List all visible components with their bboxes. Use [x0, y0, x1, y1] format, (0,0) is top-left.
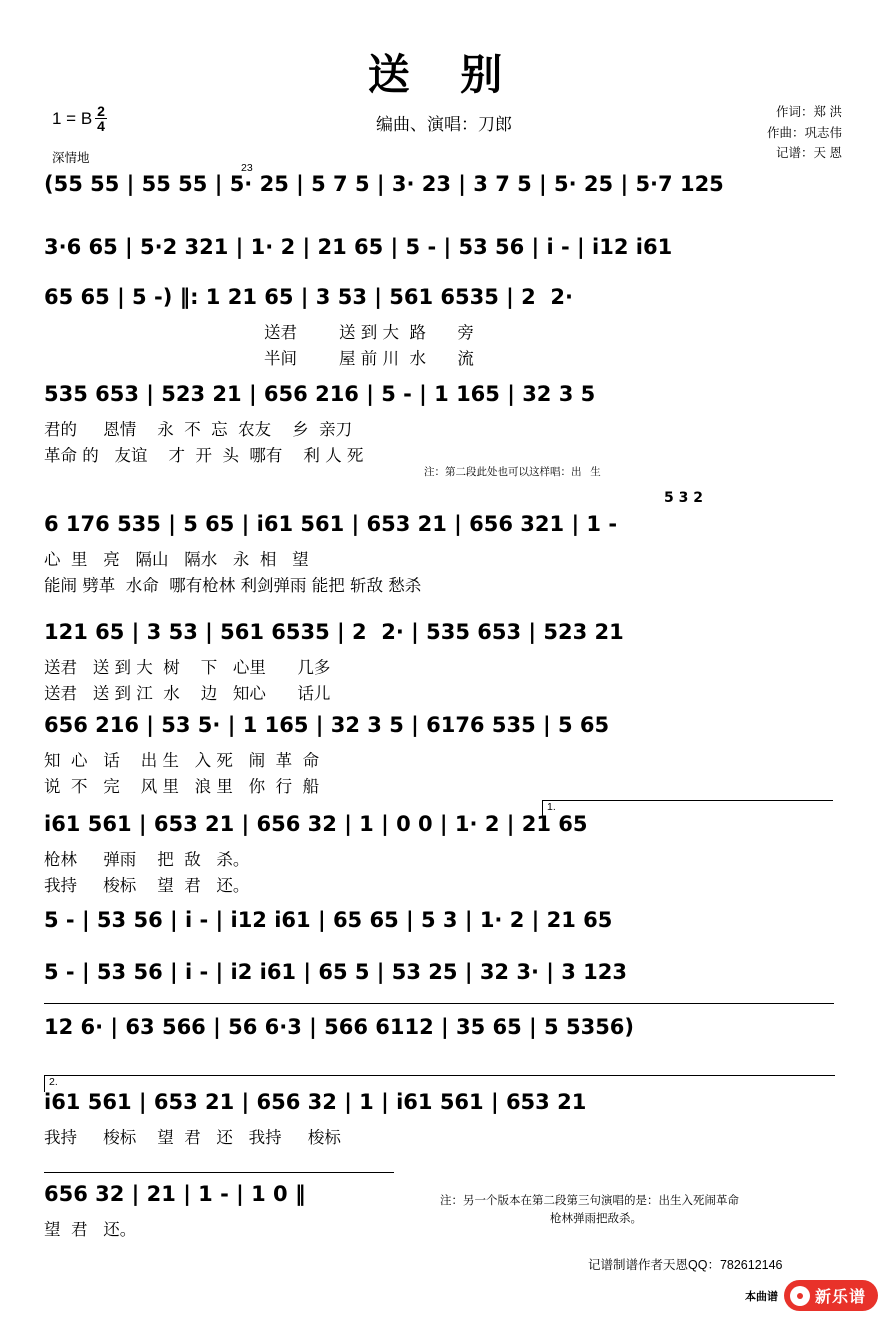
staff-line-6 — [44, 620, 844, 704]
notation-row: 6 176 535 | 5 65 | i61 561 | 653 21 | 656 321 | 1 - — [44, 512, 618, 536]
grace-notes: 5 3 2 — [664, 490, 703, 506]
staff-line-2 — [44, 235, 844, 259]
notation-row: 121 65 | 3 53 | 561 6535 | 2 2· | 535 653 | 523 21 — [44, 620, 624, 644]
staff-line-8 — [44, 812, 844, 896]
lyrics-verse-2: 革命 的 友谊 才 开 头 哪有 利 人 死 — [44, 446, 364, 465]
staff-line-5 — [44, 490, 844, 596]
figure-annotation: 23 — [241, 162, 253, 174]
notation-row: 656 216 | 53 5· | 1 165 | 32 3 5 | 6176 535 | 5 65 — [44, 713, 610, 737]
branding-block — [745, 1280, 878, 1311]
site-logo[interactable] — [784, 1280, 878, 1311]
notation-row: 12 6· | 63 566 | 56 6·3 | 566 6112 | 35 65 | 5 5356) — [44, 1015, 635, 1039]
page-title: 送 别 — [367, 50, 521, 99]
notation-row: 65 65 | 5 -) ‖: 1 21 65 | 3 53 | 561 6535 | 2 2· — [44, 285, 573, 309]
staff-line-7 — [44, 713, 844, 797]
lyrics-verse-1: 我持 梭标 望 君 还 我持 梭标 — [44, 1128, 341, 1147]
staff-line-10 — [44, 960, 844, 984]
performance-note: 注：第二段此处也可以这样唱：出 生 — [424, 466, 601, 478]
credit-composer: 作曲：巩志伟 — [766, 125, 842, 140]
key-label: 1 = B — [52, 108, 93, 128]
branding-label: 本曲谱 — [744, 1290, 778, 1303]
credits-block — [767, 102, 842, 164]
staff-line-12 — [44, 1090, 844, 1148]
author-qq-line: 记谱制谱作者天恩QQ：782612146 — [588, 1258, 783, 1272]
arranger-singer: 编曲、演唱：刀郎 — [376, 115, 512, 134]
credit-lyricist: 作词：郑 洪 — [776, 105, 842, 119]
lyrics-verse-2: 我持 梭标 望 君 还。 — [44, 876, 250, 895]
lyrics-verse-1: 君的 恩情 永 不 忘 农友 乡 亲刀 — [44, 420, 353, 439]
lyrics-verse-2: 能闹 劈革 水命 哪有枪林 利剑弹雨 能把 斩敌 愁杀 — [44, 576, 422, 595]
disc-icon — [790, 1286, 810, 1306]
notation-row: (55 55 | 55 55 | 5· 25 | 5 7 5 | 3· 23 | 3 7 5 | 5· 25 | 5·7 125 — [44, 172, 724, 196]
meter-denominator: 4 — [97, 118, 105, 134]
lyrics-verse-1: 送君 送 到 大 树 下 心里 几多 — [44, 658, 331, 677]
notation-row: 3·6 65 | 5·2 321 | 1· 2 | 21 65 | 5 - | 53 56 | i - | i12 i61 — [44, 235, 673, 259]
lyrics-verse-2: 说 不 完 风 里 浪 里 你 行 船 — [44, 777, 320, 796]
second-ending-label: 2. — [49, 1076, 58, 1088]
lyrics-verse-1: 心 里 亮 隔山 隔水 永 相 望 — [44, 550, 309, 569]
footer-note-line-1: 注：另一个版本在第二段第三句演唱的是：出生入死闹革命 — [440, 1195, 739, 1207]
lyrics-verse-2: 送君 送 到 江 水 边 知心 话儿 — [44, 684, 331, 703]
lyrics-verse-1: 望 君 还。 — [44, 1220, 137, 1239]
lyrics-verse-2: 半间 屋 前 川 水 流 — [264, 349, 474, 368]
lyrics-verse-1: 知 心 话 出 生 入 死 闹 革 命 — [44, 751, 320, 770]
first-ending-label: 1. — [547, 801, 556, 813]
staff-line-11 — [44, 1015, 844, 1039]
notation-row: 535 653 | 523 21 | 656 216 | 5 - | 1 165 | 32 3 5 — [44, 382, 596, 406]
footer-note-line-2: 枪林弹雨把敌杀。 — [550, 1213, 642, 1226]
staff-line-1 — [44, 162, 844, 196]
notation-row: i61 561 | 653 21 | 656 32 | 1 | i61 561 | 653 21 — [44, 1090, 587, 1114]
staff-line-3 — [44, 285, 844, 369]
notation-row: i61 561 | 653 21 | 656 32 | 1 | 0 0 | 1· 2 | 21 65 — [44, 812, 588, 836]
footer-note — [440, 1192, 739, 1229]
meter-numerator: 2 — [97, 103, 105, 119]
notation-row: 5 - | 53 56 | i - | i2 i61 | 65 5 | 53 25 | 32 3· | 3 123 — [44, 960, 627, 984]
lyrics-verse-1: 枪林 弹雨 把 敌 杀。 — [44, 850, 250, 869]
notation-row: 656 32 | 21 | 1 - | 1 0 ‖ — [44, 1182, 306, 1206]
staff-line-9 — [44, 908, 844, 932]
staff-line-4 — [44, 382, 844, 478]
notation-row: 5 - | 53 56 | i - | i12 i61 | 65 65 | 5 3 | 1· 2 | 21 65 — [44, 908, 613, 932]
credit-transcriber: 记谱：天 恩 — [776, 146, 842, 161]
mood-marking: 深情地 — [52, 151, 90, 165]
logo-text: 新乐谱 — [814, 1289, 866, 1306]
lyrics-verse-1: 送君 送 到 大 路 旁 — [264, 323, 474, 342]
